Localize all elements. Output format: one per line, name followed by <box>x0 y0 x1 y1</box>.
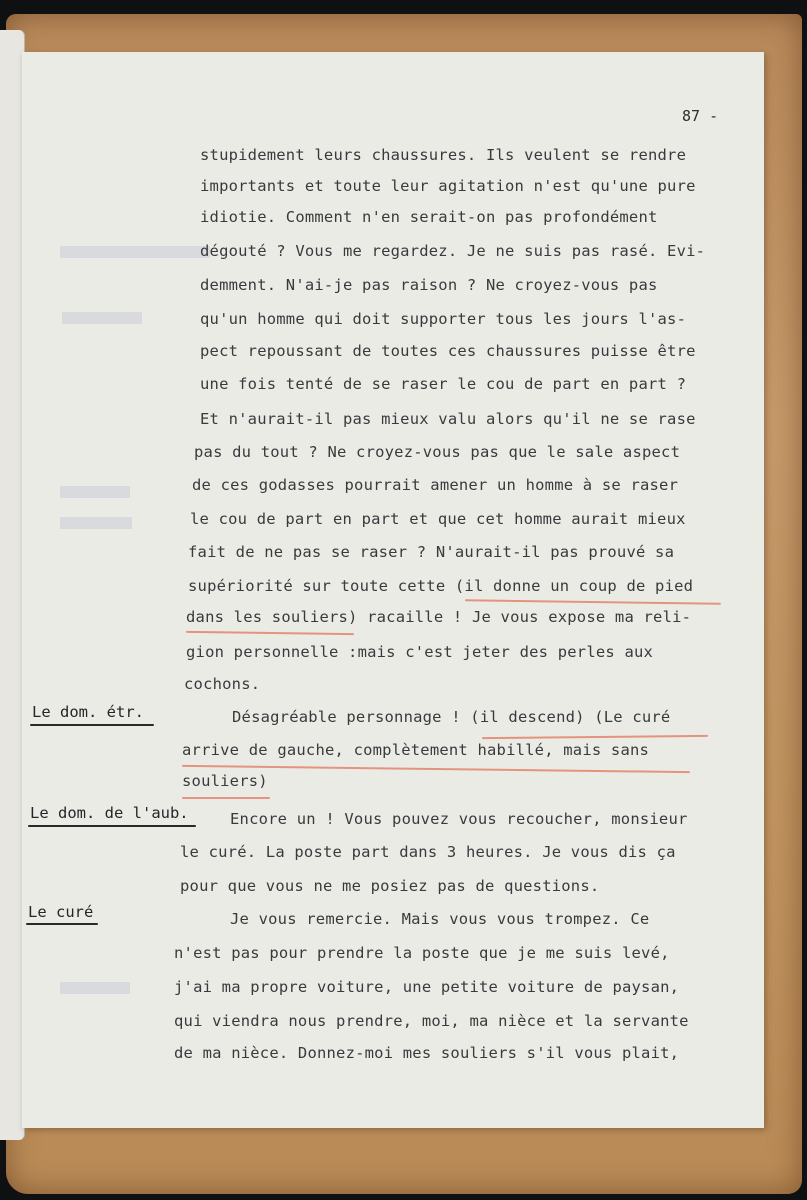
speaker-label: Le dom. étr. <box>32 703 144 721</box>
speaker-label: Le curé <box>28 903 94 921</box>
text-line: de ma nièce. Donnez-moi mes souliers s'il vous plait, <box>174 1044 680 1062</box>
text-line: importants et toute leur agitation n'est qu'une pure <box>200 177 696 195</box>
text-line: supériorité sur toute cette (il donne un coup de pied <box>188 577 694 595</box>
text-line: fait de ne pas se raser ? N'aurait-il pas prouvé sa <box>188 543 675 561</box>
text-line: j'ai ma propre voiture, une petite voiture de paysan, <box>174 978 680 996</box>
text-line: n'est pas pour prendre la poste que je me suis levé, <box>174 944 670 962</box>
text-line: idiotie. Comment n'en serait-on pas profondément <box>200 208 658 226</box>
text-line: dans les souliers) racaille ! Je vous expose ma reli- <box>186 608 692 626</box>
text-line: qu'un homme qui doit supporter tous les jours l'as- <box>200 310 687 328</box>
speaker-underline <box>30 724 154 726</box>
text-line: Je vous remercie. Mais vous vous trompez. Ce <box>230 910 650 928</box>
bleed-through-mark <box>60 246 210 258</box>
text-line: une fois tenté de se raser le cou de part en part ? <box>200 375 687 393</box>
speaker-underline <box>28 825 196 827</box>
text-line: le curé. La poste part dans 3 heures. Je vous dis ça <box>180 843 676 861</box>
text-line: gion personnelle :mais c'est jeter des perles aux <box>186 643 654 661</box>
speaker-underline <box>26 923 98 925</box>
text-line: Et n'aurait-il pas mieux valu alors qu'il ne se rase <box>200 410 696 428</box>
bleed-through-mark <box>62 312 142 324</box>
text-line: qui viendra nous prendre, moi, ma nièce et la servante <box>174 1012 689 1030</box>
text-line: pas du tout ? Ne croyez-vous pas que le sale aspect <box>194 443 681 461</box>
text-line: stupidement leurs chaussures. Ils veulent se rendre <box>200 146 687 164</box>
text-line: pect repoussant de toutes ces chaussures puisse être <box>200 342 696 360</box>
text-line: pour que vous ne me posiez pas de questions. <box>180 877 600 895</box>
text-line: cochons. <box>184 675 261 693</box>
text-line: Désagréable personnage ! (il descend) (Le curé <box>232 708 671 726</box>
text-line: arrive de gauche, complètement habillé, mais sans <box>182 741 650 759</box>
page-number: 87 - <box>682 107 719 125</box>
bleed-through-mark <box>60 486 130 498</box>
text-line: souliers) <box>182 772 268 790</box>
red-annotation-underline <box>182 797 270 799</box>
text-line: Encore un ! Vous pouvez vous recoucher, monsieur <box>230 810 688 828</box>
speaker-label: Le dom. de l'aub. <box>30 804 189 822</box>
text-line: le cou de part en part et que cet homme aurait mieux <box>190 510 686 528</box>
bleed-through-mark <box>60 982 130 994</box>
text-line: dégouté ? Vous me regardez. Je ne suis pas rasé. Evi- <box>200 242 706 260</box>
text-line: demment. N'ai-je pas raison ? Ne croyez-vous pas <box>200 276 658 294</box>
bleed-through-mark <box>60 517 132 529</box>
text-line: de ces godasses pourrait amener un homme à se raser <box>192 476 679 494</box>
